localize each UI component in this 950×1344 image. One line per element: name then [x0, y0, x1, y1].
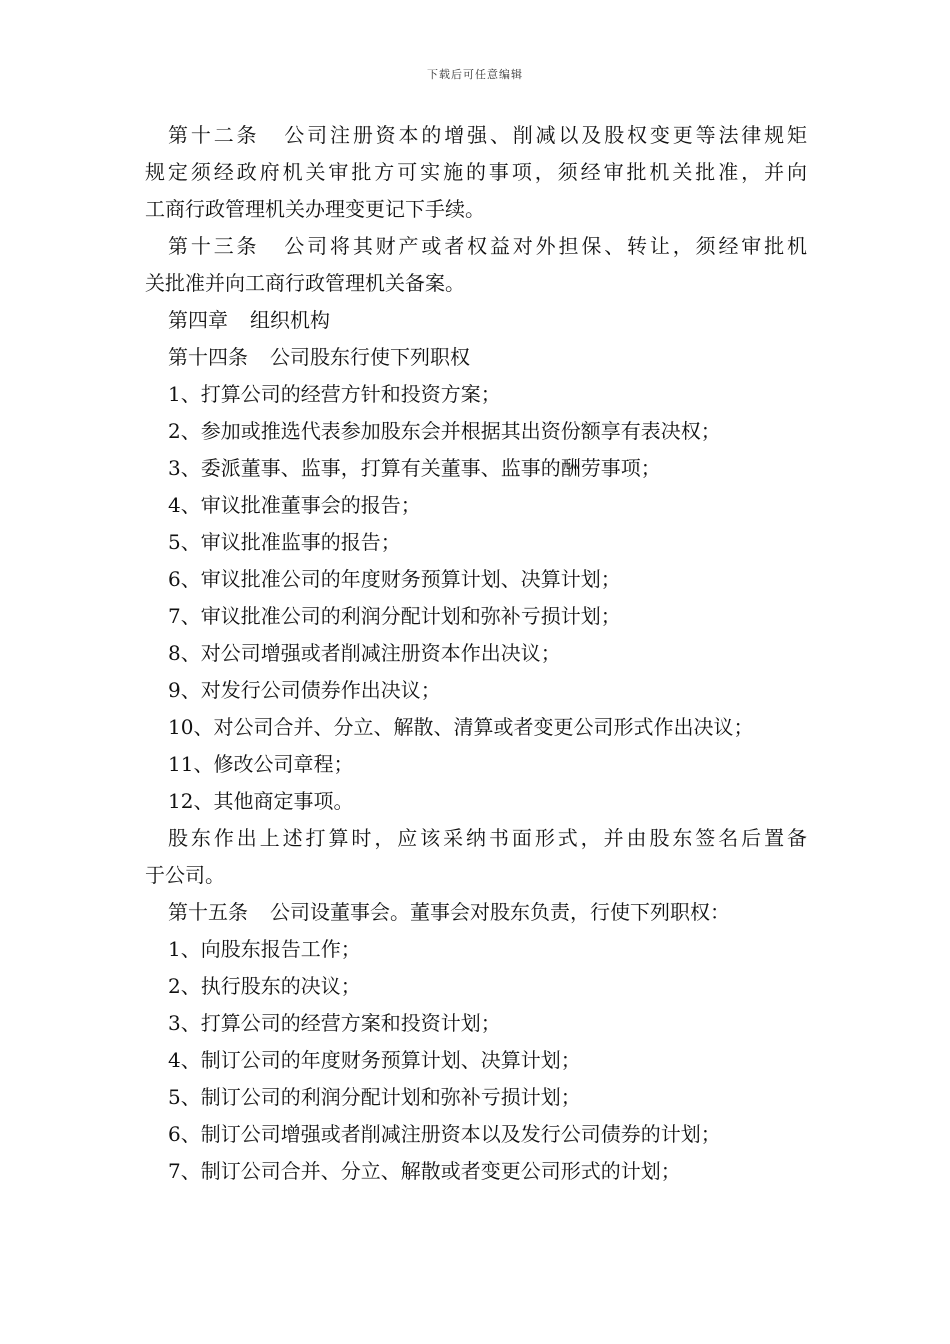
article-14-closing-line-1: 股东作出上述打算时，应该采纳书面形式，并由股东签名后置备 — [168, 826, 807, 850]
document-body — [145, 117, 807, 1190]
article-13-label: 第十三条 — [168, 234, 260, 258]
article-15-item: 1、向股东报告工作； — [168, 937, 361, 961]
article-12-text-1: 公司注册资本的增强、削减以及股权变更等法律规矩 — [281, 123, 808, 147]
article-14-item: 12、其他商定事项。 — [168, 789, 354, 813]
article-14-item: 8、对公司增强或者削减注册资本作出决议； — [168, 641, 561, 665]
article-15-item: 2、执行股东的决议； — [168, 974, 361, 998]
article-14-item: 5、审议批准监事的报告； — [168, 530, 401, 554]
article-12-line-1 — [145, 117, 807, 154]
article-14-item: 3、委派董事、监事，打算有关董事、监事的酬劳事项； — [168, 456, 661, 480]
article-14-item: 4、审议批准董事会的报告； — [168, 493, 421, 517]
article-14-item: 2、参加或推选代表参加股东会并根据其出资份额享有表决权； — [168, 419, 721, 443]
article-15-item: 3、打算公司的经营方案和投资计划； — [168, 1011, 501, 1035]
article-15-item: 6、制订公司增强或者削减注册资本以及发行公司债券的计划； — [168, 1122, 721, 1146]
article-14-item: 1、打算公司的经营方针和投资方案； — [168, 382, 501, 406]
article-14-item: 11、修改公司章程； — [168, 752, 354, 776]
article-14-item: 9、对发行公司债券作出决议； — [168, 678, 441, 702]
article-12-label: 第十二条 — [168, 123, 260, 147]
article-15-item: 7、制订公司合并、分立、解散或者变更公司形式的计划； — [168, 1159, 681, 1183]
chapter-4-heading — [145, 302, 807, 339]
article-14-item: 7、审议批准公司的利润分配计划和弥补亏损计划； — [168, 604, 621, 628]
article-14-label: 第十四条 — [168, 345, 248, 369]
article-15-title: 公司设董事会。董事会对股东负责，行使下列职权： — [270, 900, 730, 924]
article-15-item: 4、制订公司的年度财务预算计划、决算计划； — [168, 1048, 581, 1072]
chapter-4-title: 组织机构 — [250, 308, 330, 332]
article-15-label: 第十五条 — [168, 900, 248, 924]
article-14-title: 公司股东行使下列职权 — [270, 345, 470, 369]
article-13-line-1 — [145, 228, 807, 265]
article-13-line-2: 关批准并向工商行政管理机关备案。 — [145, 271, 465, 295]
article-14-item: 10、对公司合并、分立、解散、清算或者变更公司形式作出决议； — [168, 715, 754, 739]
article-12-line-3: 工商行政管理机关办理变更记下手续。 — [145, 197, 485, 221]
article-14-item: 6、审议批准公司的年度财务预算计划、决算计划； — [168, 567, 621, 591]
page-header-note: 下载后可任意编辑 — [427, 68, 523, 81]
chapter-4-label: 第四章 — [168, 308, 228, 332]
article-14-closing-line-2: 于公司。 — [145, 863, 225, 887]
article-15-heading — [145, 894, 807, 931]
article-12-line-2: 规定须经政府机关审批方可实施的事项，须经审批机关批准，并向 — [145, 160, 807, 184]
article-14-heading — [145, 339, 807, 376]
article-15-item: 5、制订公司的利润分配计划和弥补亏损计划； — [168, 1085, 581, 1109]
article-13-text-1: 公司将其财产或者权益对外担保、转让，须经审批机 — [281, 234, 808, 258]
